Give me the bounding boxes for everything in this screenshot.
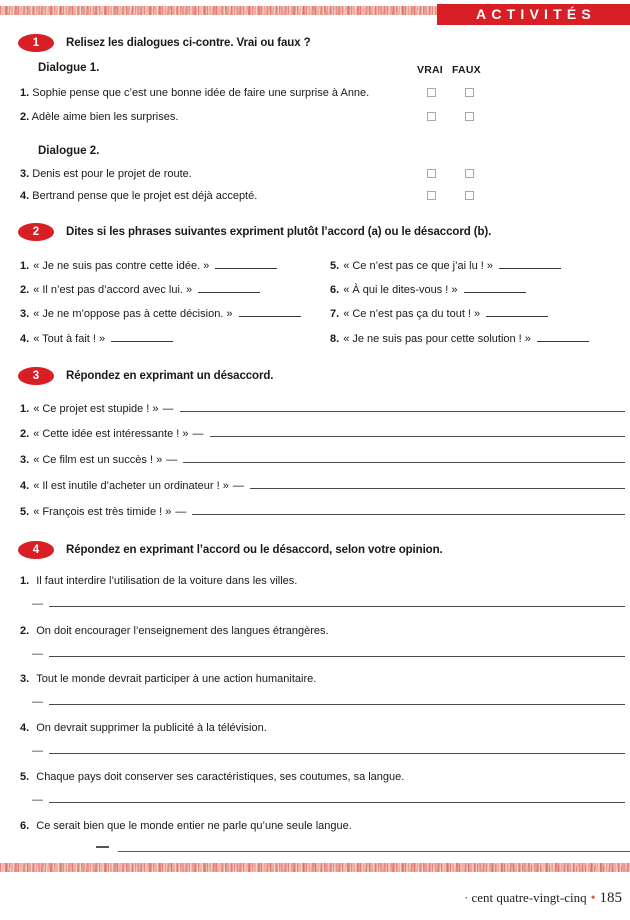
exercise-2-item [330,259,561,272]
item-text: « Je ne suis pas contre cette idée. » [33,260,210,272]
question-text: Sophie pense que c’est une bonne idée de faire une surprise à Anne. [32,87,370,99]
question-row [20,190,257,202]
exercise-3-item [20,478,625,492]
answer-line[interactable] [250,478,625,489]
exercise-4-item [20,771,404,783]
question-number: 1. [20,87,30,99]
answer-line[interactable] [180,401,625,412]
answer-dash: — [32,648,43,660]
item-text: « François est très timide ! » [33,506,172,518]
answer-line[interactable] [49,596,625,607]
exercise-2-item [20,332,173,345]
item-number: 5. [20,771,30,783]
question-text: Denis est pour le projet de route. [32,168,192,180]
item-number: 6. [20,820,30,832]
item-number: 2. [20,625,30,637]
checkbox-faux-q4[interactable] [465,191,474,200]
checkbox-faux-q2[interactable] [465,112,474,121]
exercise-4-answer [32,596,625,610]
exercise-4-badge: 4 [18,541,54,559]
checkbox-vrai-q4[interactable] [427,191,436,200]
question-number: 3. [20,168,30,180]
item-text: « Il est inutile d’acheter un ordinateur ! » [33,480,229,492]
item-number: 7. [330,308,340,320]
exercise-2-badge: 2 [18,223,54,241]
item-text: « Ce n’est pas ce que j’ai lu ! » [343,260,493,272]
exercise-2-item [20,307,301,320]
item-text: « Je ne suis pas pour cette solution ! » [343,333,531,345]
answer-dash: — [32,745,43,757]
item-text: « Ce film est un succès ! » [33,454,163,466]
exercise-4-answer [32,743,625,757]
checkbox-faux-q3[interactable] [465,169,474,178]
item-number: 4. [20,333,30,345]
answer-dash: — [32,598,43,610]
item-number: 3. [20,308,30,320]
item-number: 4. [20,480,30,492]
footer-separator-dot: • [590,891,596,906]
answer-blank[interactable] [239,307,301,317]
exercise-1-badge: 1 [18,34,54,52]
exercise-2-item [330,307,548,320]
exercise-4-answer [32,694,625,708]
exercise-2-item [20,283,260,296]
answer-dash: — [162,403,174,415]
item-text: « Je ne m’oppose pas à cette décision. » [33,308,233,320]
item-text: On devrait supprimer la publicité à la télévision. [36,722,267,734]
answer-line[interactable] [192,504,625,515]
page-footer [464,890,622,907]
exercise-4-item [20,673,316,685]
exercise-4-item [20,820,352,832]
question-number: 4. [20,190,30,202]
exercise-4-header [18,541,443,559]
checkbox-vrai-q2[interactable] [427,112,436,121]
exercise-3-item [20,401,625,415]
answer-blank[interactable] [111,332,173,342]
exercise-1-header [18,34,311,52]
activites-banner: ACTIVITÉS [437,4,630,25]
item-text: Il faut interdire l’utilisation de la voiture dans les villes. [36,575,298,587]
exercise-4-answer [32,792,625,806]
answer-dash: — [232,480,244,492]
item-number: 1. [20,260,30,272]
exercise-2-item [20,259,277,272]
question-row [20,87,369,99]
question-text: Adèle aime bien les surprises. [31,111,179,123]
item-number: 3. [20,673,30,685]
answer-dash-final [96,846,109,848]
exercise-3-item [20,504,625,518]
question-row [20,168,192,180]
answer-line-final[interactable] [118,851,630,852]
item-number: 5. [20,506,30,518]
answer-blank[interactable] [537,332,589,342]
item-number: 5. [330,260,340,272]
item-number: 2. [20,428,30,440]
item-text: « Ce n’est pas ça du tout ! » [343,308,481,320]
answer-line[interactable] [49,743,625,754]
item-number: 3. [20,454,30,466]
answer-dash: — [32,794,43,806]
answer-dash: — [32,696,43,708]
exercise-2-title: Dites si les phrases suivantes expriment plutôt l’accord (a) ou le désaccord (b). [66,226,492,238]
exercise-2-item [330,283,526,296]
checkbox-vrai-q3[interactable] [427,169,436,178]
item-number: 1. [20,575,30,587]
item-text: Ce serait bien que le monde entier ne parle qu’une seule langue. [36,820,352,832]
exercise-4-item [20,575,297,587]
item-number: 4. [20,722,30,734]
item-text: « Cette idée est intéressante ! » [33,428,189,440]
item-text: Chaque pays doit conserver ses caractéristiques, ses coutumes, sa langue. [36,771,405,783]
exercise-4-item [20,722,267,734]
item-text: Tout le monde devrait participer à une action humanitaire. [36,673,317,685]
question-number: 2. [20,111,30,123]
answer-line[interactable] [49,646,625,657]
answer-blank[interactable] [198,283,260,293]
dialogue-1-label: Dialogue 1. [38,62,100,74]
item-text: « Il n’est pas d’accord avec lui. » [33,284,193,296]
answer-blank[interactable] [215,259,277,269]
exercise-3-header [18,367,273,385]
exercise-4-title: Répondez en exprimant l’accord ou le désaccord, selon votre opinion. [66,544,443,556]
dialogue-2-label: Dialogue 2. [38,145,100,157]
page-number: 185 [599,890,622,906]
answer-line[interactable] [49,792,625,803]
exercise-4-answer [32,646,625,660]
answer-blank[interactable] [464,283,526,293]
exercise-3-badge: 3 [18,367,54,385]
item-text: On doit encourager l’enseignement des langues étrangères. [36,625,329,637]
answer-line[interactable] [49,694,625,705]
answer-dash: — [175,506,187,518]
exercise-4-item [20,625,329,637]
page-number-words: cent quatre-vingt-cinq [471,890,587,905]
exercise-3-item [20,452,625,466]
answer-blank[interactable] [486,307,548,317]
exercise-2-item [330,332,589,345]
checkbox-vrai-q1[interactable] [427,88,436,97]
answer-blank[interactable] [499,259,561,269]
bottom-decorative-band [0,863,630,872]
item-text: « À qui le dites-vous ! » [343,284,458,296]
item-text: « Ce projet est stupide ! » [33,403,159,415]
item-number: 6. [330,284,340,296]
item-text: « Tout à fait ! » [33,333,106,345]
answer-line[interactable] [183,452,625,463]
question-row [20,111,178,123]
column-header-faux: FAUX [452,64,481,76]
item-number: 8. [330,333,340,345]
item-number: 1. [20,403,30,415]
item-number: 2. [20,284,30,296]
footer-lead-dot: · [464,890,469,905]
question-text: Bertrand pense que le projet est déjà accepté. [32,190,258,202]
column-header-vrai: VRAI [417,64,443,76]
exercise-1-title: Relisez les dialogues ci-contre. Vrai ou faux ? [66,37,311,49]
exercise-3-title: Répondez en exprimant un désaccord. [66,370,274,382]
answer-dash: — [192,428,204,440]
answer-line[interactable] [210,426,625,437]
exercise-3-item [20,426,625,440]
checkbox-faux-q1[interactable] [465,88,474,97]
answer-dash: — [166,454,178,466]
exercise-2-header [18,223,491,241]
